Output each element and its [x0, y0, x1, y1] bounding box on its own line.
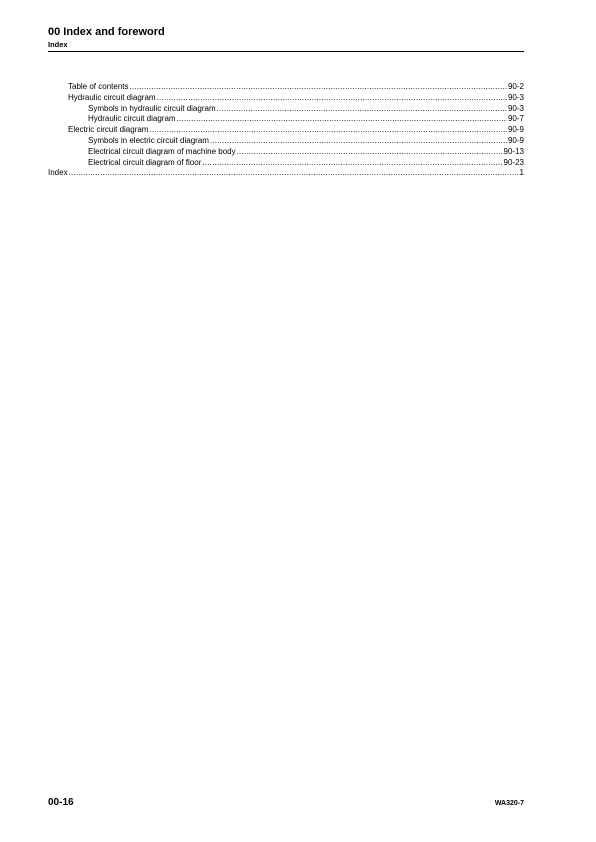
page-title: 00 Index and foreword: [48, 26, 165, 38]
toc-entry[interactable]: [48, 82, 524, 93]
toc-dot-leader: [202, 158, 502, 169]
toc-entry[interactable]: [48, 125, 524, 136]
toc-dot-leader: [149, 125, 507, 136]
footer-model: WA320-7: [494, 800, 524, 807]
toc-entry-page: 90-9: [507, 125, 524, 135]
toc-entry-title: Symbols in hydraulic circuit diagram: [88, 103, 216, 113]
toc-entry-title: Electric circuit diagram: [68, 125, 149, 135]
toc-entry-title: Hydraulic circuit diagram: [88, 114, 176, 124]
toc-dot-leader: [217, 104, 507, 115]
toc-dot-leader: [210, 136, 507, 147]
toc-entry-page: 1: [519, 168, 524, 178]
toc-entry-title: Index: [48, 168, 68, 178]
toc-entry[interactable]: [48, 114, 524, 125]
toc-entry[interactable]: [48, 93, 524, 104]
toc-entry[interactable]: [48, 158, 524, 169]
toc-dot-leader: [157, 93, 507, 104]
toc-entry-page: 90-7: [507, 114, 524, 124]
header-rule: [48, 51, 524, 52]
toc-dot-leader: [129, 82, 507, 93]
toc-dot-leader: [237, 147, 503, 158]
table-of-contents: [48, 82, 524, 179]
toc-entry-page: 90-3: [507, 92, 524, 102]
toc-entry-title: Hydraulic circuit diagram: [68, 92, 156, 102]
toc-entry[interactable]: [48, 168, 524, 179]
toc-entry-title: Table of contents: [68, 82, 129, 91]
toc-entry-page: 90-9: [507, 135, 524, 145]
page-footer: [48, 797, 524, 808]
toc-entry-page: 90-3: [507, 103, 524, 113]
toc-dot-leader: [177, 114, 507, 125]
toc-entry-title: Electrical circuit diagram of machine body: [88, 146, 236, 156]
page-subtitle: Index: [48, 40, 68, 49]
toc-entry[interactable]: [48, 136, 524, 147]
toc-entry[interactable]: [48, 147, 524, 158]
toc-entry-page: 90-13: [503, 146, 524, 156]
toc-dot-leader: [69, 168, 519, 179]
toc-entry-page: 90-2: [507, 82, 524, 91]
footer-page-number: 00-16: [48, 797, 74, 808]
toc-entry[interactable]: [48, 104, 524, 115]
page-header: [48, 26, 524, 52]
toc-entry-page: 90-23: [503, 157, 524, 167]
toc-entry-title: Symbols in electric circuit diagram: [88, 135, 209, 145]
toc-entry-title: Electrical circuit diagram of floor: [88, 157, 202, 167]
